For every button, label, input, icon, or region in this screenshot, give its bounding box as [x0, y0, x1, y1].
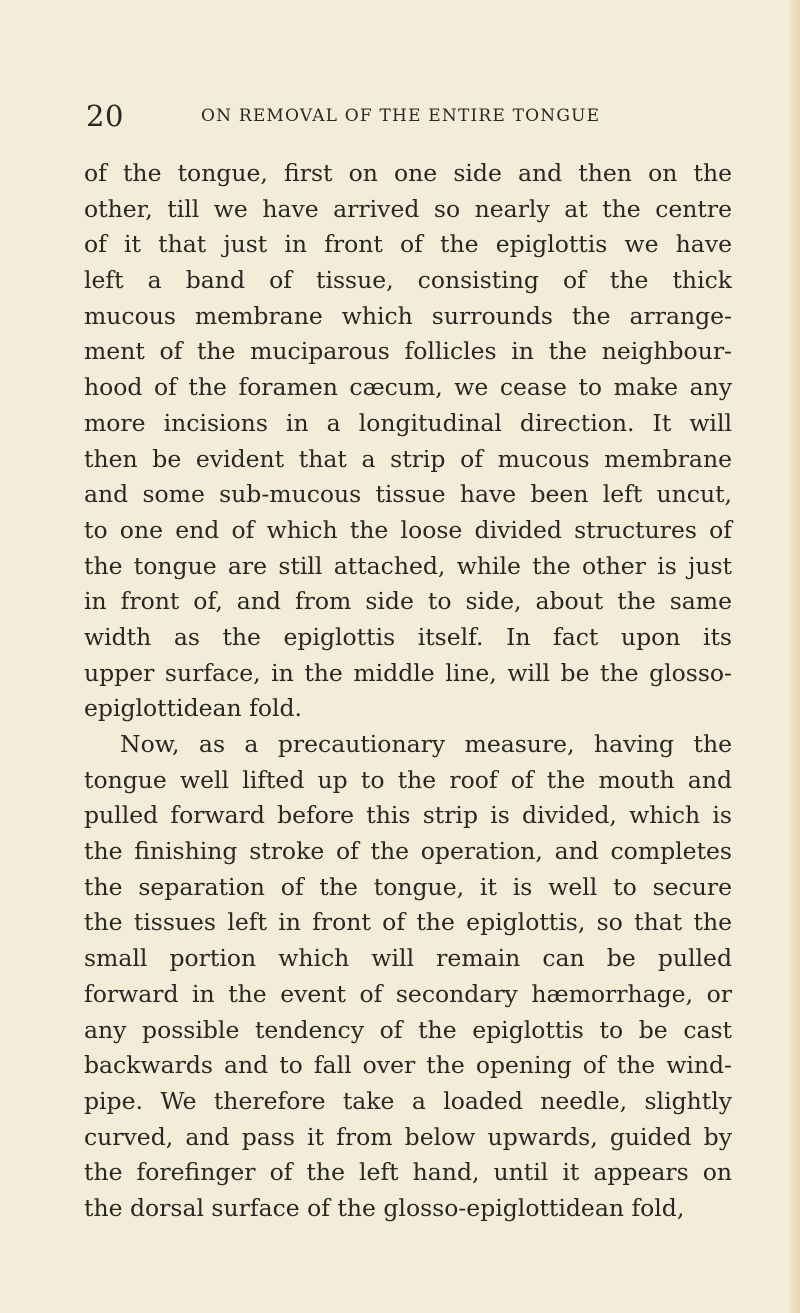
- text-line-13: in front of, and from side to side, about the same: [84, 587, 732, 616]
- text-line-15: upper surface, in the middle line, will be the glosso-: [84, 658, 732, 687]
- text-line-8: more incisions in a longitudinal direction. It will: [84, 408, 732, 437]
- running-title: ON REMOVAL OF THE ENTIRE TONGUE: [201, 106, 601, 126]
- text-line-24: forward in the event of secondary hæmorrhage, or: [84, 979, 732, 1008]
- text-line-7: hood of the foramen cæcum, we cease to make any: [84, 373, 732, 402]
- page-header: [86, 94, 726, 138]
- text-line-30: the dorsal surface of the glosso-epiglottidean fold,: [84, 1193, 685, 1222]
- text-line-4: left a band of tissue, consisting of the thick: [84, 266, 732, 295]
- text-line-12: the tongue are still attached, while the other is just: [84, 551, 732, 580]
- text-line-29: the forefinger of the left hand, until it appears on: [84, 1158, 732, 1187]
- body-text: [84, 156, 732, 1227]
- text-line-28: curved, and pass it from below upwards, guided by: [84, 1122, 732, 1151]
- text-line-27: pipe. We therefore take a loaded needle, slightly: [84, 1086, 732, 1115]
- text-line-11: to one end of which the loose divided structures of: [84, 515, 732, 544]
- text-line-5: mucous membrane which surrounds the arrange-: [84, 301, 732, 330]
- text-line-6: ment of the muciparous follicles in the neighbour-: [84, 337, 732, 366]
- text-line-16: epiglottidean fold.: [84, 694, 303, 723]
- text-line-14: width as the epiglottis itself. In fact upon its: [84, 622, 732, 651]
- text-line-17: Now, as a precautionary measure, having the: [120, 730, 732, 758]
- text-line-26: backwards and to fall over the opening of the wind-: [84, 1051, 732, 1080]
- text-line-9: then be evident that a strip of mucous membrane: [84, 444, 732, 473]
- text-line-3: of it that just in front of the epiglottis we have: [84, 230, 732, 259]
- text-line-21: the separation of the tongue, it is well to secure: [84, 872, 732, 901]
- text-line-2: other, till we have arrived so nearly at the centre: [84, 194, 732, 223]
- text-line-1: of the tongue, first on one side and then on the: [84, 159, 732, 187]
- text-line-18: tongue well lifted up to the roof of the mouth and: [84, 765, 732, 794]
- text-line-23: small portion which will remain can be pulled: [84, 944, 732, 973]
- page-number: 20: [86, 99, 124, 133]
- text-line-20: the finishing stroke of the operation, and completes: [84, 837, 732, 866]
- text-line-10: and some sub-mucous tissue have been left uncut,: [84, 480, 732, 509]
- text-line-25: any possible tendency of the epiglottis to be cast: [84, 1015, 732, 1044]
- text-line-19: pulled forward before this strip is divided, which is: [84, 801, 732, 830]
- text-line-22: the tissues left in front of the epiglottis, so that the: [84, 908, 732, 937]
- page-edge: [790, 0, 800, 1313]
